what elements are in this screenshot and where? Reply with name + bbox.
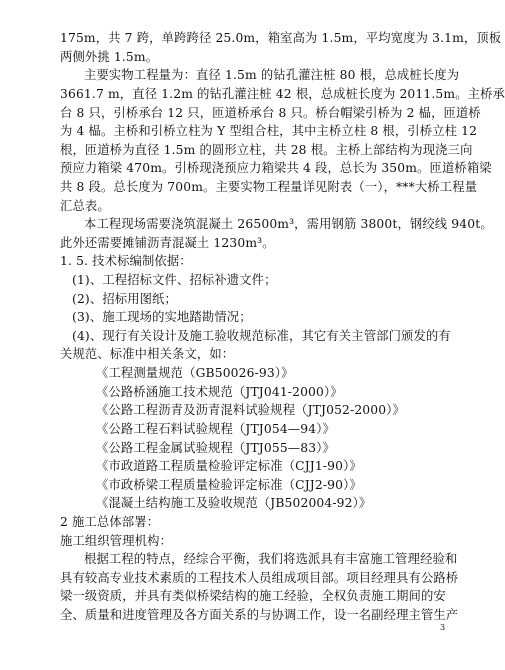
- body-text-line: 具有较高专业技术素质的工程技术人员组成项目部。项目经理具有公路桥: [60, 570, 459, 585]
- list-item: (1)、工程招标文件、招标补遗文件；: [72, 273, 277, 287]
- standard-reference: 《市政道路工程质量检验评定标准（CJJ1-90）》: [96, 459, 362, 474]
- body-text-line: 为 4 榀。主桥和引桥立柱为 Y 型组合柱，其中主桥立柱 8 根，引桥立柱 12: [60, 124, 478, 139]
- section-heading: 1. 5. 技术标编制依据：: [60, 254, 192, 269]
- body-text-line: 共 8 段。总长度为 700m。主要实物工程量详见附表（一），***大桥工程量: [60, 179, 478, 194]
- body-text-line: 此外还需要摊铺沥青混凝土 1230m³。: [60, 235, 275, 250]
- standard-reference: 《公路工程沥青及沥青混料试验规程（JTJ052-2000）》: [96, 403, 405, 418]
- list-item: (3)、施工现场的实地踏勘情况；: [72, 310, 252, 325]
- page-number: 3: [440, 623, 446, 632]
- section-heading: 2 施工总体部署：: [60, 514, 160, 529]
- body-text-line: 汇总表。: [60, 198, 110, 213]
- standard-reference: 《公路工程石料试验规程（JTJ054—94）》: [96, 421, 335, 436]
- standard-reference: 《公路工程金属试验规程（JTJ055—83）》: [96, 440, 335, 455]
- body-text-line: 根据工程的特点，经综合平衡，我们将选派具有丰富施工管理经验和: [84, 552, 458, 567]
- body-text-line: 根，匝道桥为直径 1.5m 的圆形立柱，共 28 根。主桥上部结构为现浇三向: [60, 142, 473, 157]
- list-item: (4)、现行有关设计及施工验收规范标准，其它有关主管部门颁发的有: [72, 328, 451, 343]
- body-text-line: 关规范、标准中相关条文，如：: [60, 347, 235, 362]
- subsection-heading: 施工组织管理机构：: [60, 533, 173, 548]
- body-text-line: 主要实物工程量为：直径 1.5m 的钻孔灌注桩 80 根，总成桩长度为: [84, 68, 460, 83]
- list-item: (2)、招标用图纸；: [72, 291, 177, 306]
- body-text-line: 台 8 只，引桥承台 12 只，匝道桥承台 8 只。桥台帽梁引桥为 2 榀，匝道桥: [60, 105, 481, 120]
- body-text-line: 预应力箱梁 470m。引桥现浇预应力箱梁共 4 段，总长为 350m。匝道桥箱梁: [60, 161, 492, 176]
- standard-reference: 《市政桥梁工程质量检验评定标准（CJJ2-90）》: [96, 477, 362, 492]
- body-text-line: 两侧外挑 1.5m。: [60, 49, 159, 64]
- standard-reference: 《公路桥涵施工技术规范（JTJ041-2000）》: [96, 384, 343, 399]
- body-text-line: 本工程现场需要浇筑混凝土 26500m³，需用钢筋 3800t，钢绞线 940t。: [84, 217, 493, 232]
- standard-reference: 《混凝土结构施工及验收规范（JB502004-92）》: [96, 496, 372, 511]
- body-text-line: 3661.7 m，直径 1.2m 的钻孔灌注桩 42 根，总成桩长度为 2011.5m。主桥承: [60, 86, 505, 101]
- standard-reference: 《工程测量规范（GB50026-93）》: [96, 366, 294, 380]
- body-text-line: 175m，共 7 跨，单跨跨径 25.0m，箱室高为 1.5m，平均宽度为 3.1m，顶板: [60, 31, 502, 45]
- body-text-line: 全、质量和进度管理及各方面关系的与协调工作，设一名副经理主管生产: [60, 608, 459, 622]
- body-text-line: 梁一级资质，并具有类似桥梁结构的施工经验，全权负责施工期间的安: [60, 589, 446, 604]
